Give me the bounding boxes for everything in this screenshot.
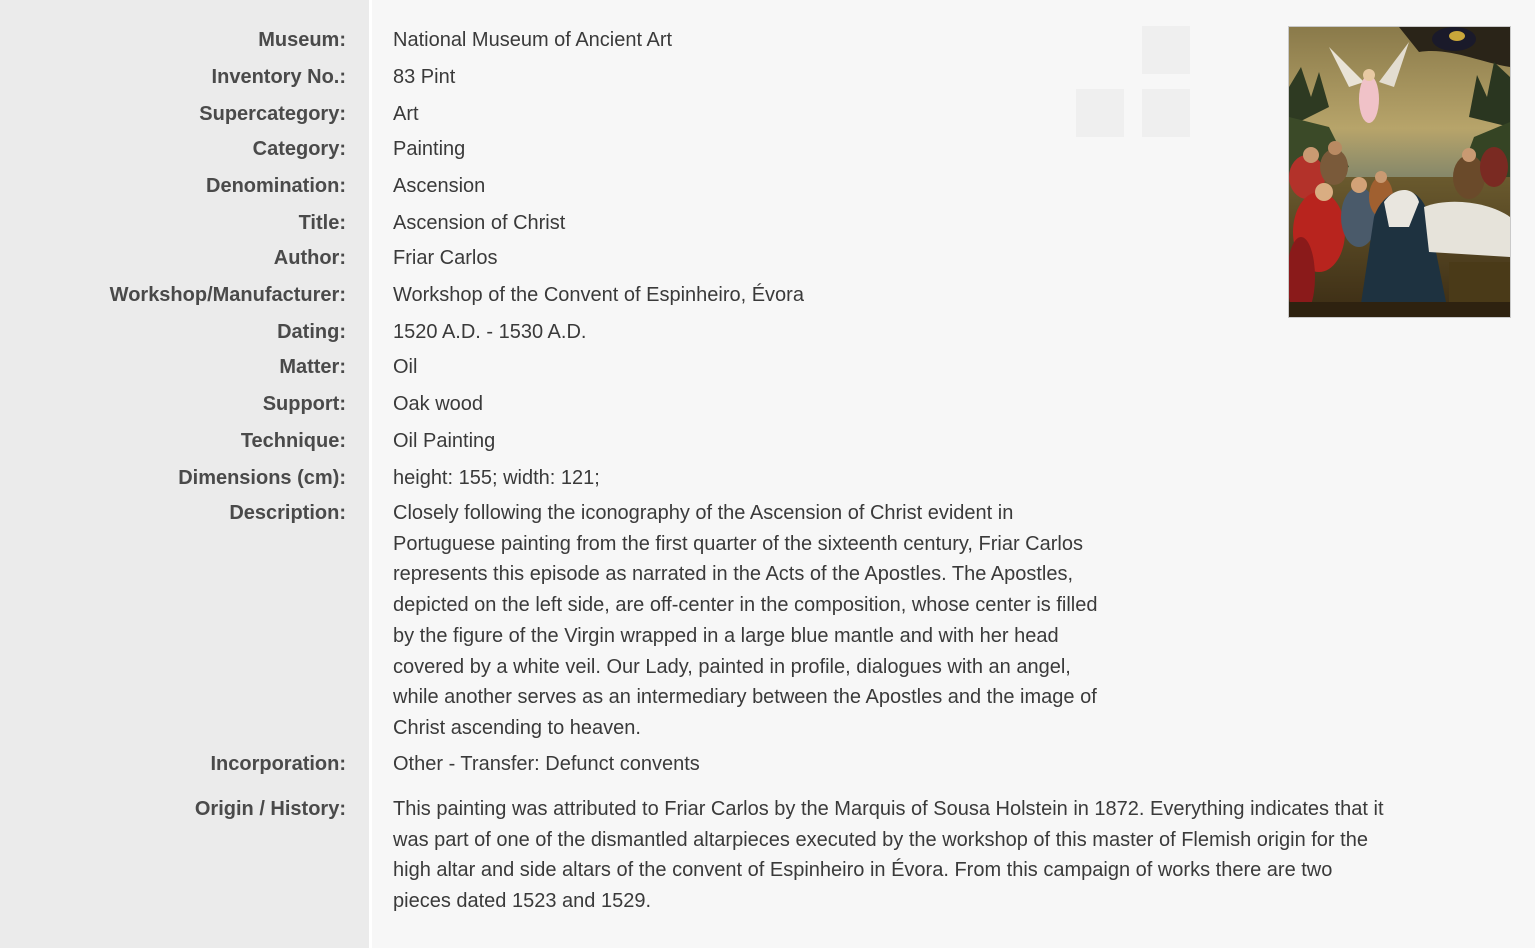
origin-line: high altar and side altars of the convent of Espinheiro in Évora. From this campaign of works there are two (393, 859, 1333, 882)
field-value: Oil Painting (393, 430, 496, 452)
field-label: Title: (298, 212, 346, 234)
field-value: Oil (393, 356, 418, 378)
field-value: 1520 A.D. - 1530 A.D. (393, 321, 587, 343)
description-line: covered by a white veil. Our Lady, painted in profile, dialogues with an angel, (393, 655, 1071, 678)
field-label: Author: (273, 247, 346, 269)
field-label: Support: (262, 393, 346, 415)
placeholder-tile (1076, 89, 1124, 137)
field-label: Description: (229, 502, 346, 524)
placeholder-tile (1142, 26, 1190, 74)
origin-line: This painting was attributed to Friar Carlos by the Marquis of Sousa Holstein in 1872. Everything indicates that it (393, 798, 1384, 820)
field-label: Matter: (279, 356, 346, 378)
field-label: Dimensions (cm): (178, 467, 346, 489)
field-value: Other - Transfer: Defunct convents (393, 753, 700, 775)
field-label: Dating: (277, 321, 346, 343)
field-value: Workshop of the Convent of Espinheiro, Évora (393, 284, 804, 306)
description-line: by the figure of the Virgin wrapped in a large blue mantle and with her head (393, 624, 1059, 647)
field-label: Incorporation: (210, 753, 346, 775)
field-value: Painting (393, 138, 466, 160)
field-label: Museum: (258, 29, 346, 51)
origin-history-text (393, 794, 1503, 917)
field-value: Art (393, 103, 419, 125)
field-value: height: 155; width: 121; (393, 467, 600, 489)
field-label: Category: (252, 138, 346, 160)
description-line: depicted on the left side, are off-center in the composition, whose center is filled (393, 594, 1098, 617)
field-value: National Museum of Ancient Art (393, 29, 673, 51)
painting-image (1289, 27, 1510, 317)
field-label: Inventory No.: (211, 66, 346, 88)
field-value: Friar Carlos (393, 247, 498, 269)
origin-line: pieces dated 1523 and 1529. (393, 890, 651, 913)
description-line: Closely following the iconography of the Ascension of Christ evident in (393, 502, 1014, 524)
field-label: Workshop/Manufacturer: (109, 284, 346, 306)
description-line: Christ ascending to heaven. (393, 716, 641, 739)
artwork-thumbnail[interactable] (1288, 26, 1511, 318)
description-line: while another serves as an intermediary between the Apostles and the image of (393, 686, 1097, 709)
description-line: Portuguese painting from the first quarter of the sixteenth century, Friar Carlos (393, 532, 1083, 555)
origin-line: was part of one of the dismantled altarpieces executed by the workshop of this master of Flemish origin for the (393, 828, 1368, 851)
field-label: Origin / History: (194, 798, 346, 820)
description-text (393, 498, 1193, 744)
field-value: 83 Pint (393, 66, 456, 88)
field-label: Technique: (240, 430, 346, 452)
field-value: Oak wood (393, 393, 484, 415)
field-value: Ascension of Christ (393, 212, 566, 234)
placeholder-tile (1142, 89, 1190, 137)
description-line: represents this episode as narrated in the Acts of the Apostles. The Apostles, (393, 563, 1074, 586)
field-label: Supercategory: (199, 103, 346, 125)
field-value: Ascension (393, 175, 486, 197)
field-label: Denomination: (206, 175, 346, 197)
